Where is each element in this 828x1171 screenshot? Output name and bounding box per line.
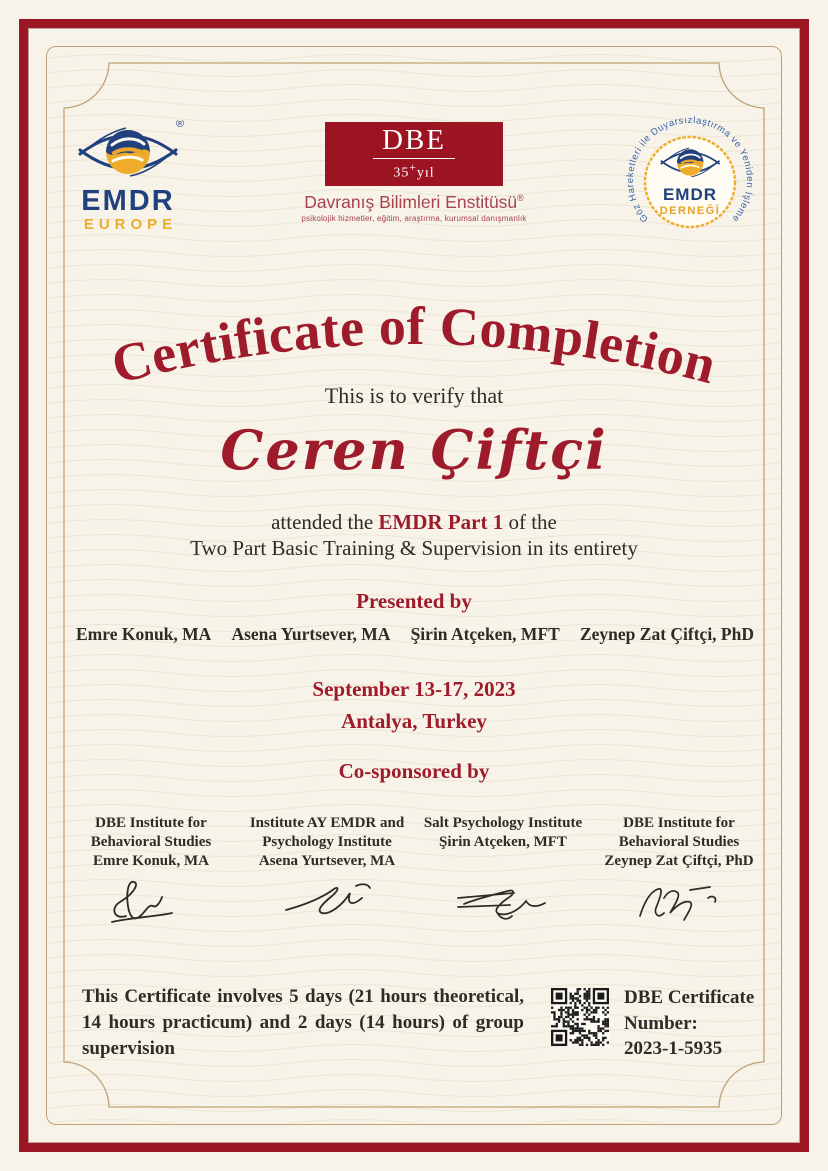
signature-sirin-atceken [448, 876, 558, 928]
attendance-suffix: of the [503, 510, 557, 534]
certificate-number-block [624, 985, 774, 1062]
registered-mark-icon: ® [517, 193, 524, 204]
recipient-name: Ceren Çiftçi [220, 418, 608, 482]
sponsor-line: Asena Yurtsever, MA [258, 853, 396, 870]
dbe-institute-name [294, 193, 534, 212]
sponsor-column [420, 814, 586, 934]
emdr-europe-logo [70, 120, 186, 234]
event-location: Antalya, Turkey [341, 709, 487, 733]
presenters-row [76, 624, 754, 645]
sponsor-line: Salt Psychology Institute [423, 815, 583, 831]
dernegi-ring-text: Göz Hareketleri ile Duyarsızlaştırma ve Yeniden İşleme [624, 114, 756, 225]
certificate-title-text: Certificate of Completion [105, 295, 723, 396]
sponsor-line: Behavioral Studies [90, 834, 212, 851]
sponsor-column [68, 814, 234, 934]
signature-zeynep-zat-ciftci [624, 876, 734, 928]
dbe-years-number: 35 [393, 165, 410, 181]
dbe-logo [294, 122, 534, 223]
dbe-logo-box [325, 122, 503, 186]
sponsor-line: Behavioral Studies [618, 834, 740, 851]
dbe-years-suffix: yıl [416, 165, 435, 181]
certificate-number-label: DBE Certificate Number: [624, 987, 755, 1034]
sponsor-line: Emre Konuk, MA [93, 853, 209, 870]
presenter-name: Asena Yurtsever, MA [231, 624, 391, 644]
emdr-europe-eye-icon [70, 120, 186, 180]
sponsor-column [244, 814, 410, 934]
dbe-years [393, 161, 434, 182]
attendance-course-highlight: EMDR Part 1 [378, 510, 504, 534]
emdr-dernegi-seal [616, 106, 764, 254]
emdr-europe-wordmark: EMDR [81, 185, 175, 217]
sponsor-line: DBE Institute for [623, 815, 735, 831]
emdr-europe-subtitle: EUROPE [83, 216, 178, 233]
cosponsored-heading: Co-sponsored by [338, 759, 490, 783]
presented-by-heading: Presented by [356, 589, 472, 613]
sponsor-column [596, 814, 762, 934]
presenter-name: Zeynep Zat Çiftçi, PhD [579, 624, 754, 644]
signature-asena-yurtsever [272, 876, 382, 928]
certificate-number-value: 2023-1-5935 [624, 1038, 723, 1060]
sponsor-line: Institute AY EMDR and [249, 815, 405, 831]
dbe-years-plus: + [409, 161, 417, 175]
dbe-institute-name-text: Davranış Bilimleri Enstitüsü [304, 192, 518, 212]
dernegi-emdr-text: EMDR [662, 185, 718, 204]
event-date: September 13-17, 2023 [312, 677, 516, 701]
dbe-abbr: DBE [373, 126, 455, 159]
qr-code [551, 988, 609, 1046]
sponsor-line: Zeynep Zat Çiftçi, PhD [604, 853, 754, 870]
sponsors-row [68, 814, 762, 934]
signature-emre-konuk [96, 876, 206, 928]
sponsor-line: Şirin Atçeken, MFT [439, 834, 567, 851]
dbe-tagline: psikolojik hizmetler, eğitim, araştırma, kurumsal danışmanlık [301, 214, 527, 224]
svg-text:Certificate of Completion [106, 296, 723, 395]
sponsor-line: Psychology Institute [262, 834, 392, 851]
attendance-prefix: attended the [271, 510, 379, 534]
attendance-line-1 [0, 510, 828, 535]
registered-mark-icon: ® [176, 120, 185, 130]
presenter-name: Emre Konuk, MA [76, 624, 212, 644]
attendance-line-2: Two Part Basic Training & Supervision in its entirety [190, 536, 638, 560]
certificate-description: This Certificate involves 5 days (21 hours theoretical, 14 hours practicum) and 2 days (14 hours) of group supervision [82, 986, 524, 1060]
sponsor-line: DBE Institute for [95, 815, 207, 831]
presenter-name: Şirin Atçeken, MFT [410, 624, 560, 644]
verify-line: This is to verify that [324, 383, 504, 408]
dernegi-dernegi-text: DERNEĞİ [659, 205, 721, 217]
